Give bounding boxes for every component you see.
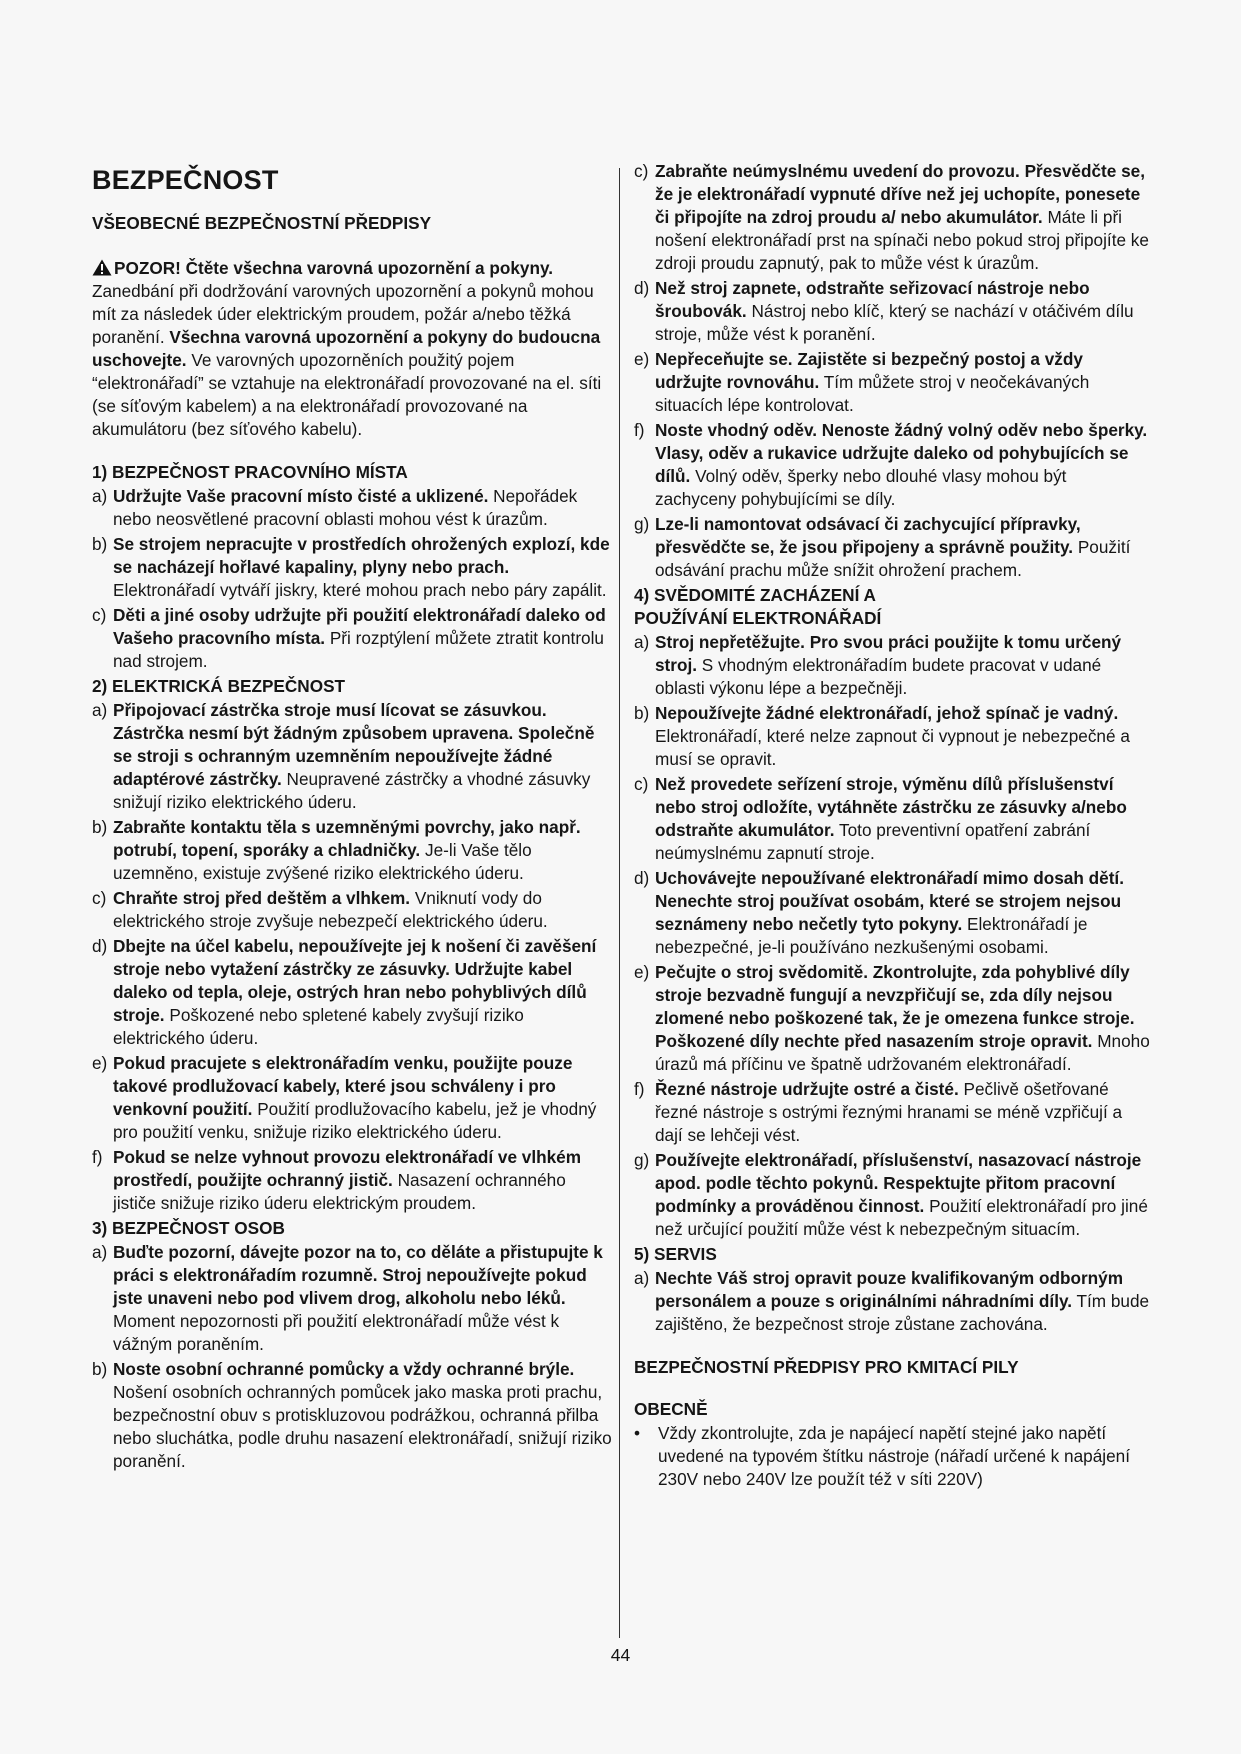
item-text — [655, 867, 1152, 959]
item-marker: c) — [634, 161, 649, 181]
item-instruction: Se strojem nepracujte v prostředích ohrožených explozí, kde se nacházejí hořlavé kapaliny, plyny nebo prach. — [113, 534, 610, 577]
item-text — [655, 277, 1152, 346]
item-marker: c) — [92, 888, 107, 908]
list-item — [634, 773, 1152, 865]
list-item — [92, 887, 612, 933]
item-instruction: Chraňte stroj před deštěm a vlhkem. — [113, 888, 411, 908]
list-item — [634, 277, 1152, 346]
warning-keep-instructions: Všechna varovná upozornění a pokyny do budoucna uschovejte. — [92, 327, 601, 370]
item-instruction: Nechte Váš stroj opravit pouze kvalifikovaným odborným personálem a pouze s originálními náhradními díly. — [655, 1268, 1124, 1311]
item-marker: b) — [92, 817, 108, 837]
item-explanation: Poškozené nebo spletené kabely zvyšují riziko elektrického úderu. — [113, 1005, 524, 1048]
item-explanation: Moment nepozornosti při použití elektronářadí může vést k vážným poraněním. — [113, 1311, 560, 1354]
list-item — [634, 631, 1152, 700]
section-5-list — [634, 1267, 1152, 1336]
right-column — [634, 160, 1152, 1493]
item-marker: g) — [634, 1150, 650, 1170]
column-divider — [619, 168, 620, 1638]
item-text — [655, 1078, 1152, 1147]
list-item — [634, 867, 1152, 959]
section-4-list — [634, 631, 1152, 1241]
item-marker: a) — [92, 700, 108, 720]
item-text — [113, 604, 612, 673]
item-explanation: Mnoho úrazů má příčinu ve špatně udržovaném elektronářadí. — [655, 1031, 1150, 1074]
list-item — [92, 485, 612, 531]
item-text — [655, 160, 1152, 275]
list-item — [92, 1358, 612, 1473]
warning-paragraph — [92, 257, 612, 441]
item-text — [655, 631, 1152, 700]
item-instruction: Než provedete seřízení stroje, výměnu dílů příslušenství nebo stroj odložíte, vytáhněte zástrčku ze zásuvky a/nebo odstraňte akumulátor. — [655, 774, 1127, 840]
section-heading-4-text: 4) SVĚDOMITÉ ZACHÁZENÍ A POUŽÍVÁNÍ ELEKTRONÁŘADÍ — [634, 585, 882, 628]
item-explanation: Použití odsávání prachu může snížit ohrožení prachem. — [655, 537, 1131, 580]
section-2-list — [92, 699, 612, 1215]
list-item — [634, 1078, 1152, 1147]
item-instruction: Buďte pozorní, dávejte pozor na to, co děláte a přistupujte k práci s elektronářadím rozumně. Stroj nepoužívejte pokud jste unaveni nebo pod vlivem drog, alkoholu nebo léků. — [113, 1242, 603, 1308]
item-instruction: Zabraňte kontaktu těla s uzemněnými povrchy, jako např. potrubí, topení, sporáky a chladničky. — [113, 817, 581, 860]
section-heading-4 — [634, 584, 1152, 630]
item-instruction: Uchovávejte nepoužívané elektronářadí mimo dosah dětí. Nenechte stroj používat osobám, které se strojem nejsou seznámeny nebo nečetly tyto pokyny. — [655, 868, 1124, 934]
general-bullet-text: Vždy zkontrolujte, zda je napájecí napětí stejné jako napětí uvedené na typovém štítku nástroje (nářadí určené k napájení 230V nebo 240V lze použít též v síti 220V) — [658, 1423, 1130, 1489]
general-bullet-item — [634, 1422, 1152, 1491]
list-item — [92, 1052, 612, 1144]
warning-triangle-icon — [92, 259, 112, 276]
section-heading-2: 2) ELEKTRICKÁ BEZPEČNOST — [92, 676, 346, 696]
item-text — [113, 1241, 612, 1356]
item-text — [655, 419, 1152, 511]
item-explanation: Máte li při nošení elektronářadí prst na spínači nebo pokud stroj připojíte ke zdroji proudu zapnutý, pak to může vést k úrazům. — [655, 207, 1149, 273]
left-column — [92, 160, 612, 1475]
section-3-list-right — [634, 160, 1152, 582]
item-explanation: S vhodným elektronářadím budete pracovat v udané oblasti výkonu lépe a bezpečněji. — [655, 655, 1102, 698]
list-item — [634, 1149, 1152, 1241]
item-marker: f) — [634, 1079, 645, 1099]
item-marker: f) — [634, 420, 645, 440]
item-marker: d) — [634, 278, 650, 298]
item-marker: g) — [634, 514, 650, 534]
item-explanation: Elektronářadí, které nelze zapnout či vypnout je nebezpečné a musí se opravit. — [655, 726, 1130, 769]
item-marker: b) — [92, 1359, 108, 1379]
item-marker: a) — [92, 1242, 108, 1262]
warning-text-1: Zanedbání při dodržování varovných upozornění a pokynů mohou mít za následek úder elektrickým proudem, požár a/nebo těžká poranění. — [92, 281, 594, 347]
item-text — [655, 961, 1152, 1076]
warning-lead: POZOR! Čtěte všechna varovná upozornění a pokyny. — [114, 258, 554, 278]
item-explanation: Tím bude zajištěno, že bezpečnost stroje zůstane zachována. — [655, 1291, 1150, 1334]
item-explanation: Toto preventivní opatření zabrání neúmyslnému zapnutí stroje. — [655, 820, 1091, 863]
item-instruction: Nepoužívejte žádné elektronářadí, jehož spínač je vadný. — [655, 703, 1119, 723]
item-marker: d) — [92, 936, 108, 956]
item-instruction: Připojovací zástrčka stroje musí lícovat se zásuvkou. Zástrčka nesmí být žádným způsobem upravena. Společně se stroji s ochranným uzemněním nepoužívejte žádné adaptérové zástrčky. — [113, 700, 595, 789]
item-instruction: Děti a jiné osoby udržujte při použití elektronářadí daleko od Vašeho pracovního místa. — [113, 605, 606, 648]
item-text — [113, 816, 612, 885]
item-marker: e) — [634, 349, 650, 369]
item-marker: a) — [634, 632, 650, 652]
item-explanation: Při rozptýlení můžete ztratit kontrolu nad strojem. — [113, 628, 604, 671]
item-explanation: Nepořádek nebo neosvětlené pracovní oblasti mohou vést k úrazům. — [113, 486, 578, 529]
item-instruction: Stroj nepřetěžujte. Pro svou práci použijte k tomu určený stroj. — [655, 632, 1122, 675]
list-item — [92, 604, 612, 673]
saw-safety-heading: BEZPEČNOSTNÍ PŘEDPISY PRO KMITACÍ PILY — [634, 1357, 1019, 1377]
section-heading-1: 1) BEZPEČNOST PRACOVNÍHO MÍSTA — [92, 462, 408, 482]
section-subtitle: VŠEOBECNÉ BEZPEČNOSTNÍ PŘEDPISY — [92, 213, 432, 233]
item-marker: b) — [92, 534, 108, 554]
item-instruction: Pečujte o stroj svědomitě. Zkontrolujte, zda pohyblivé díly stroje bezvadně fungují a nevzpřičují se, zda díly nejsou zlomené nebo poškozené tak, že je omezena funkce stroje. Poškozené díly nechte před nasazením stroje opravit. — [655, 962, 1135, 1051]
item-instruction: Pokud se nelze vyhnout provozu elektronářadí ve vlhkém prostředí, použijte ochranný jistič. — [113, 1147, 582, 1190]
item-text — [655, 513, 1152, 582]
item-explanation: Tím můžete stroj v neočekávaných situacích lépe kontrolovat. — [655, 372, 1090, 415]
item-marker: e) — [92, 1053, 108, 1073]
item-instruction: Řezné nástroje udržujte ostré a čisté. — [655, 1079, 959, 1099]
item-explanation: Elektronářadí vytváří jiskry, které mohou prach nebo páry zapálit. — [113, 580, 607, 600]
item-text — [113, 935, 612, 1050]
item-marker: a) — [92, 486, 108, 506]
item-marker: d) — [634, 868, 650, 888]
item-explanation: Pečlivě ošetřované řezné nástroje s ostrými řeznými hranami se méně vzpřičují a dají se lehčeji vést. — [655, 1079, 1123, 1145]
item-text — [113, 533, 612, 602]
item-text — [655, 1149, 1152, 1241]
item-instruction: Než stroj zapnete, odstraňte seřizovací nástroje nebo šroubovák. — [655, 278, 1090, 321]
section-1-list — [92, 485, 612, 673]
list-item — [634, 702, 1152, 771]
page-number: 44 — [610, 1645, 631, 1665]
section-3-list-left — [92, 1241, 612, 1473]
warning-text-2: Ve varovných upozorněních použitý pojem “elektronářadí” se vztahuje na elektronářadí provozované na el. síti (se síťovým kabelem) a na elektronářadí provozované na akumulátoru (bez síťového kabelu). — [92, 350, 602, 439]
item-explanation: Použití elektronářadí pro jiné než určující použití může vést k nebezpečným situacím. — [655, 1196, 1148, 1239]
item-text — [113, 485, 612, 531]
item-text — [113, 887, 612, 933]
item-explanation: Nasazení ochranného jističe snižuje riziko úderu elektrickým proudem. — [113, 1170, 566, 1213]
item-instruction: Používejte elektronářadí, příslušenství, nasazovací nástroje apod. podle těchto pokynů. Respektujte přitom pracovní podmínky a prováděnou činnost. — [655, 1150, 1142, 1216]
item-text — [113, 1052, 612, 1144]
section-heading-5: 5) SERVIS — [634, 1244, 717, 1264]
item-marker: a) — [634, 1268, 650, 1288]
item-text — [655, 702, 1152, 771]
item-instruction: Udržujte Vaše pracovní místo čisté a uklizené. — [113, 486, 489, 506]
list-item — [634, 348, 1152, 417]
list-item — [634, 160, 1152, 275]
item-text — [655, 348, 1152, 417]
item-marker: b) — [634, 703, 650, 723]
item-text — [113, 1146, 612, 1215]
list-item — [92, 533, 612, 602]
list-item — [634, 513, 1152, 582]
item-marker: c) — [634, 774, 649, 794]
list-item — [92, 935, 612, 1050]
item-instruction: Dbejte na účel kabelu, nepoužívejte jej k nošení či zavěšení stroje nebo vytažení zástrčky ze zásuvky. Udržujte kabel daleko od tepla, oleje, ostrých hran nebo pohyblivých dílů stroje. — [113, 936, 597, 1025]
list-item — [634, 1267, 1152, 1336]
list-item — [92, 816, 612, 885]
item-instruction: Zabraňte neúmyslnému uvedení do provozu. Přesvědčte se, že je elektronářadí vypnuté dříve než jej uchopíte, ponesete či připojíte na zdroj proudu a/ nebo akumulátor. — [655, 161, 1145, 227]
item-instruction: Noste osobní ochranné pomůcky a vždy ochranné brýle. — [113, 1359, 575, 1379]
item-explanation: Vniknutí vody do elektrického stroje zvyšuje nebezpečí elektrického úderu. — [113, 888, 548, 931]
item-explanation: Neupravené zástrčky a vhodné zásuvky snižují riziko elektrického úderu. — [113, 769, 591, 812]
page-title: BEZPEČNOST — [92, 165, 279, 195]
item-text — [655, 773, 1152, 865]
item-marker: c) — [92, 605, 107, 625]
item-explanation: Je-li Vaše tělo uzemněno, existuje zvýšené riziko elektrického úderu. — [113, 840, 532, 883]
item-explanation: Elektronářadí je nebezpečné, je-li používáno nezkušenými osobami. — [655, 914, 1088, 957]
bullet-marker: • — [634, 1423, 641, 1443]
item-instruction: Pokud pracujete s elektronářadím venku, použijte pouze takové prodlužovací kabely, které jsou schváleny i pro venkovní použití. — [113, 1053, 573, 1119]
list-item — [92, 1146, 612, 1215]
item-text — [113, 1358, 612, 1473]
general-heading: OBECNĚ — [634, 1399, 708, 1419]
item-explanation: Nošení osobních ochranných pomůcek jako maska proti prachu, bezpečnostní obuv s protiskluzovou podrážkou, ochranná přilba nebo sluchátka, podle druhu nasazení elektronářadí, snižují riziko poranění. — [113, 1382, 612, 1471]
item-text — [655, 1267, 1152, 1336]
item-explanation: Volný oděv, šperky nebo dlouhé vlasy mohou být zachyceny pohybujícími se díly. — [655, 466, 1067, 509]
list-item — [92, 1241, 612, 1356]
list-item — [92, 699, 612, 814]
list-item — [634, 419, 1152, 511]
item-instruction: Lze-li namontovat odsávací či zachycující přípravky, přesvědčte se, že jsou připojeny a správně použity. — [655, 514, 1081, 557]
item-marker: f) — [92, 1147, 103, 1167]
item-marker: e) — [634, 962, 650, 982]
item-explanation: Použití prodlužovacího kabelu, jež je vhodný pro použití venku, snižuje riziko elektrického úderu. — [113, 1099, 597, 1142]
section-heading-3: 3) BEZPEČNOST OSOB — [92, 1218, 285, 1238]
item-explanation: Nástroj nebo klíč, který se nachází v otáčivém dílu stroje, může vést k poranění. — [655, 301, 1134, 344]
item-instruction: Nepřeceňujte se. Zajistěte si bezpečný postoj a vždy udržujte rovnováhu. — [655, 349, 1083, 392]
item-instruction: Noste vhodný oděv. Nenoste žádný volný oděv nebo šperky. Vlasy, oděv a rukavice udržujte daleko od pohybujících se dílů. — [655, 420, 1148, 486]
list-item — [634, 961, 1152, 1076]
item-text — [113, 699, 612, 814]
